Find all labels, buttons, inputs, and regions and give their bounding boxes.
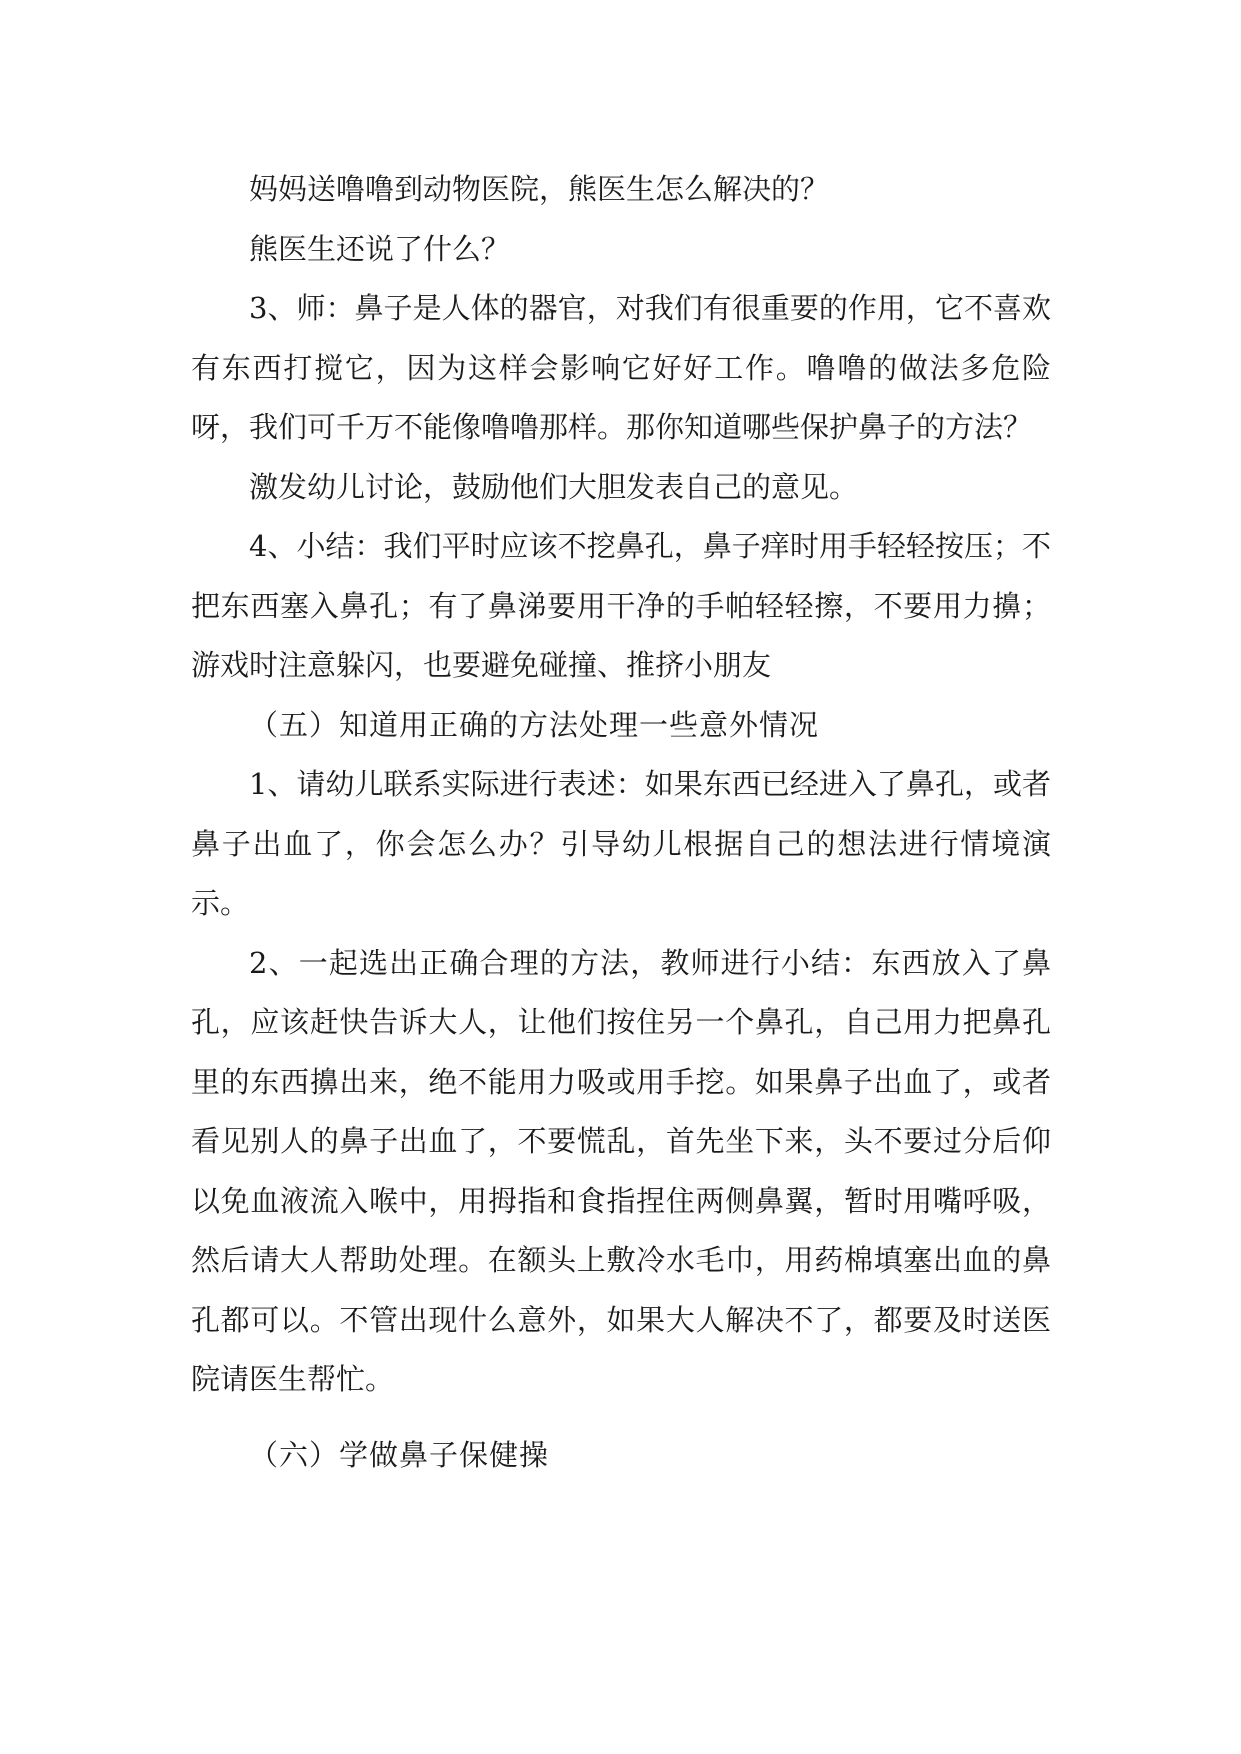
paragraph-correct-methods: 2、一起选出正确合理的方法，教师进行小结：东西放入了鼻孔，应该赶快告诉大人，让他们按住另一个鼻孔，自己用力把鼻孔里的东西擤出来，绝不能用力吸或用手挖。如果鼻子出血了，或者看见别人的鼻子出血了，不要慌乱，首先坐下来，头不要过分后仰以免血液流入喉中，用拇指和食指捏住两侧鼻翼，暂时用嘴呼吸，然后请大人帮助处理。在额头上敷冷水毛巾，用药棉填塞出血的鼻孔都可以。不管出现什么意外，如果大人解决不了，都要及时送医院请医生帮忙。 — [191, 945, 1051, 1396]
paragraph-doctor-question: 妈妈送噜噜到动物医院，熊医生怎么解决的？ — [249, 172, 830, 206]
paragraph-describe-situation: 1、请幼儿联系实际进行表述：如果东西已经进入了鼻孔，或者鼻子出血了，你会怎么办？引导幼儿根据自己的想法进行情境演示。 — [191, 767, 1051, 920]
paragraph-doctor-said: 熊医生还说了什么？ — [249, 231, 511, 266]
document-body — [191, 160, 1051, 1485]
section-heading-five: （五）知道用正确的方法处理一些意外情况 — [249, 707, 820, 742]
paragraph-teacher-nose-importance: 3、师：鼻子是人体的器官，对我们有很重要的作用，它不喜欢有东西打搅它，因为这样会影响它好好工作。噜噜的做法多危险呀，我们可千万不能像噜噜那样。那你知道哪些保护鼻子的方法？ — [191, 291, 1051, 444]
paragraph-encourage-discussion: 激发幼儿讨论，鼓励他们大胆发表自己的意见。 — [249, 469, 859, 504]
section-heading-six: （六）学做鼻子保健操 — [249, 1437, 550, 1472]
paragraph-summary-protect-nose: 4、小结：我们平时应该不挖鼻孔，鼻子痒时用手轻轻按压；不把东西塞入鼻孔；有了鼻涕要用干净的手帕轻轻擦，不要用力擤；游戏时注意躲闪，也要避免碰撞、推挤小朋友 — [191, 529, 1051, 682]
